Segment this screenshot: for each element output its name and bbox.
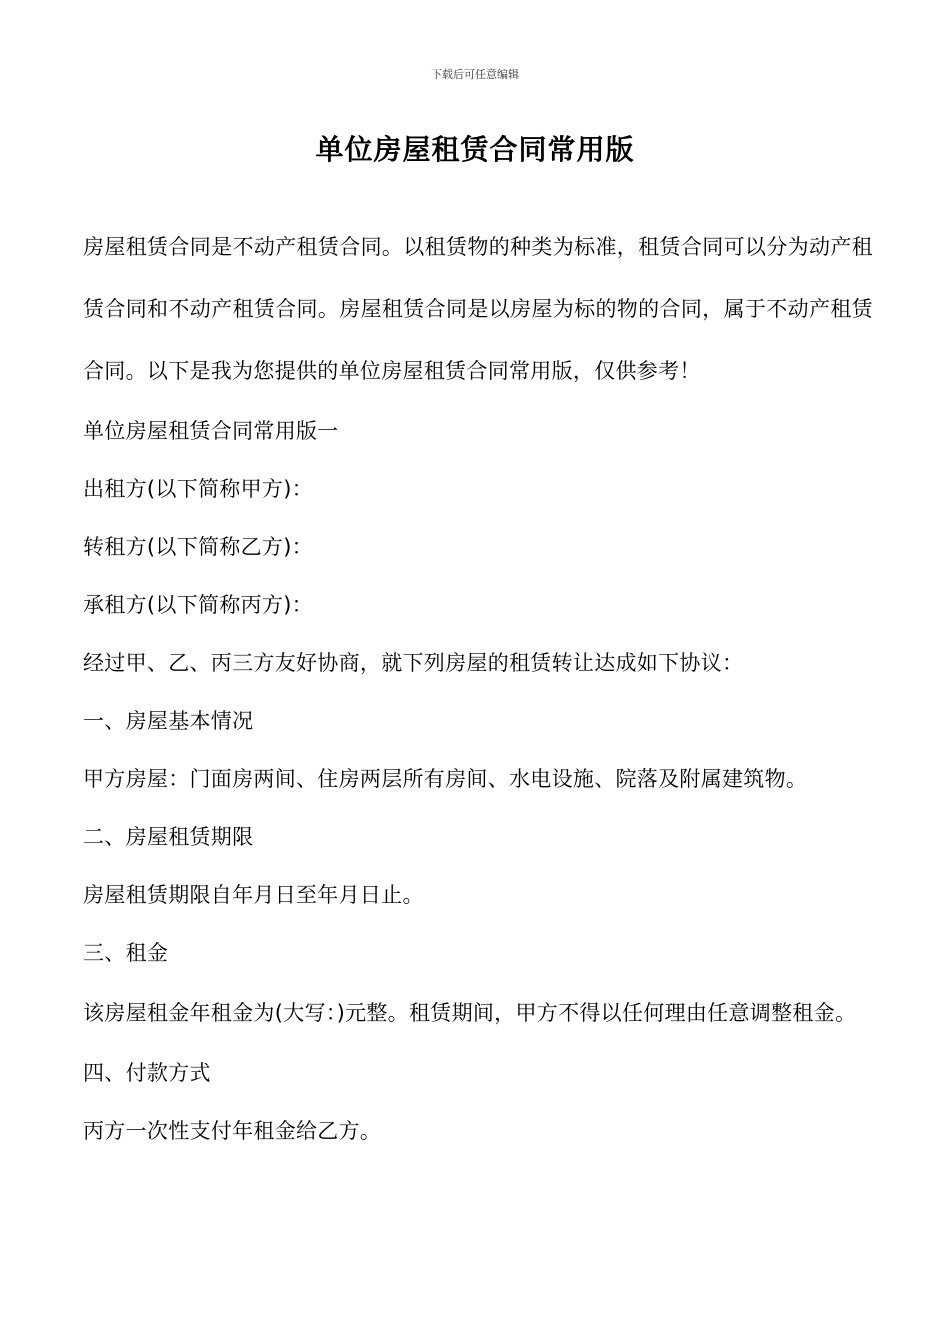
clause-text: 甲方房屋：门面房两间、住房两层所有房间、水电设施、院落及附属建筑物。 — [83, 767, 808, 791]
section-heading: 单位房屋租赁合同常用版一 — [83, 419, 339, 443]
header-note: 下载后可任意编辑 — [431, 68, 519, 81]
document-title: 单位房屋租赁合同常用版 — [315, 133, 635, 166]
document-body — [83, 216, 873, 1160]
party-lessor: 出租方(以下简称甲方)： — [83, 477, 313, 501]
clause-text: 房屋租赁期限自年月日至年月日止。 — [83, 883, 424, 907]
clause-heading: 三、租金 — [83, 941, 169, 965]
party-sublessor: 转租方(以下简称乙方)： — [83, 535, 313, 559]
clause-heading: 一、房屋基本情况 — [83, 709, 254, 733]
party-lessee: 承租方(以下简称丙方)： — [83, 593, 313, 617]
clause-heading: 四、付款方式 — [83, 1061, 211, 1085]
agreement-intro: 经过甲、乙、丙三方友好协商，就下列房屋的租赁转让达成如下协议： — [83, 651, 744, 675]
clause-text: 该房屋租金年租金为(大写：)元整。租赁期间，甲方不得以任何理由任意调整租金。 — [83, 1001, 857, 1025]
intro-paragraph: 房屋租赁合同是不动产租赁合同。以租赁物的种类为标准，租赁合同可以分为动产租赁合同和不动产租赁合同。房屋租赁合同是以房屋为标的物的合同，属于不动产租赁合同。以下是我为您提供的单位房屋租赁合同常用版，仅供参考！ — [83, 235, 873, 383]
clause-text: 丙方一次性支付年租金给乙方。 — [83, 1119, 382, 1143]
clause-heading: 二、房屋租赁期限 — [83, 825, 254, 849]
